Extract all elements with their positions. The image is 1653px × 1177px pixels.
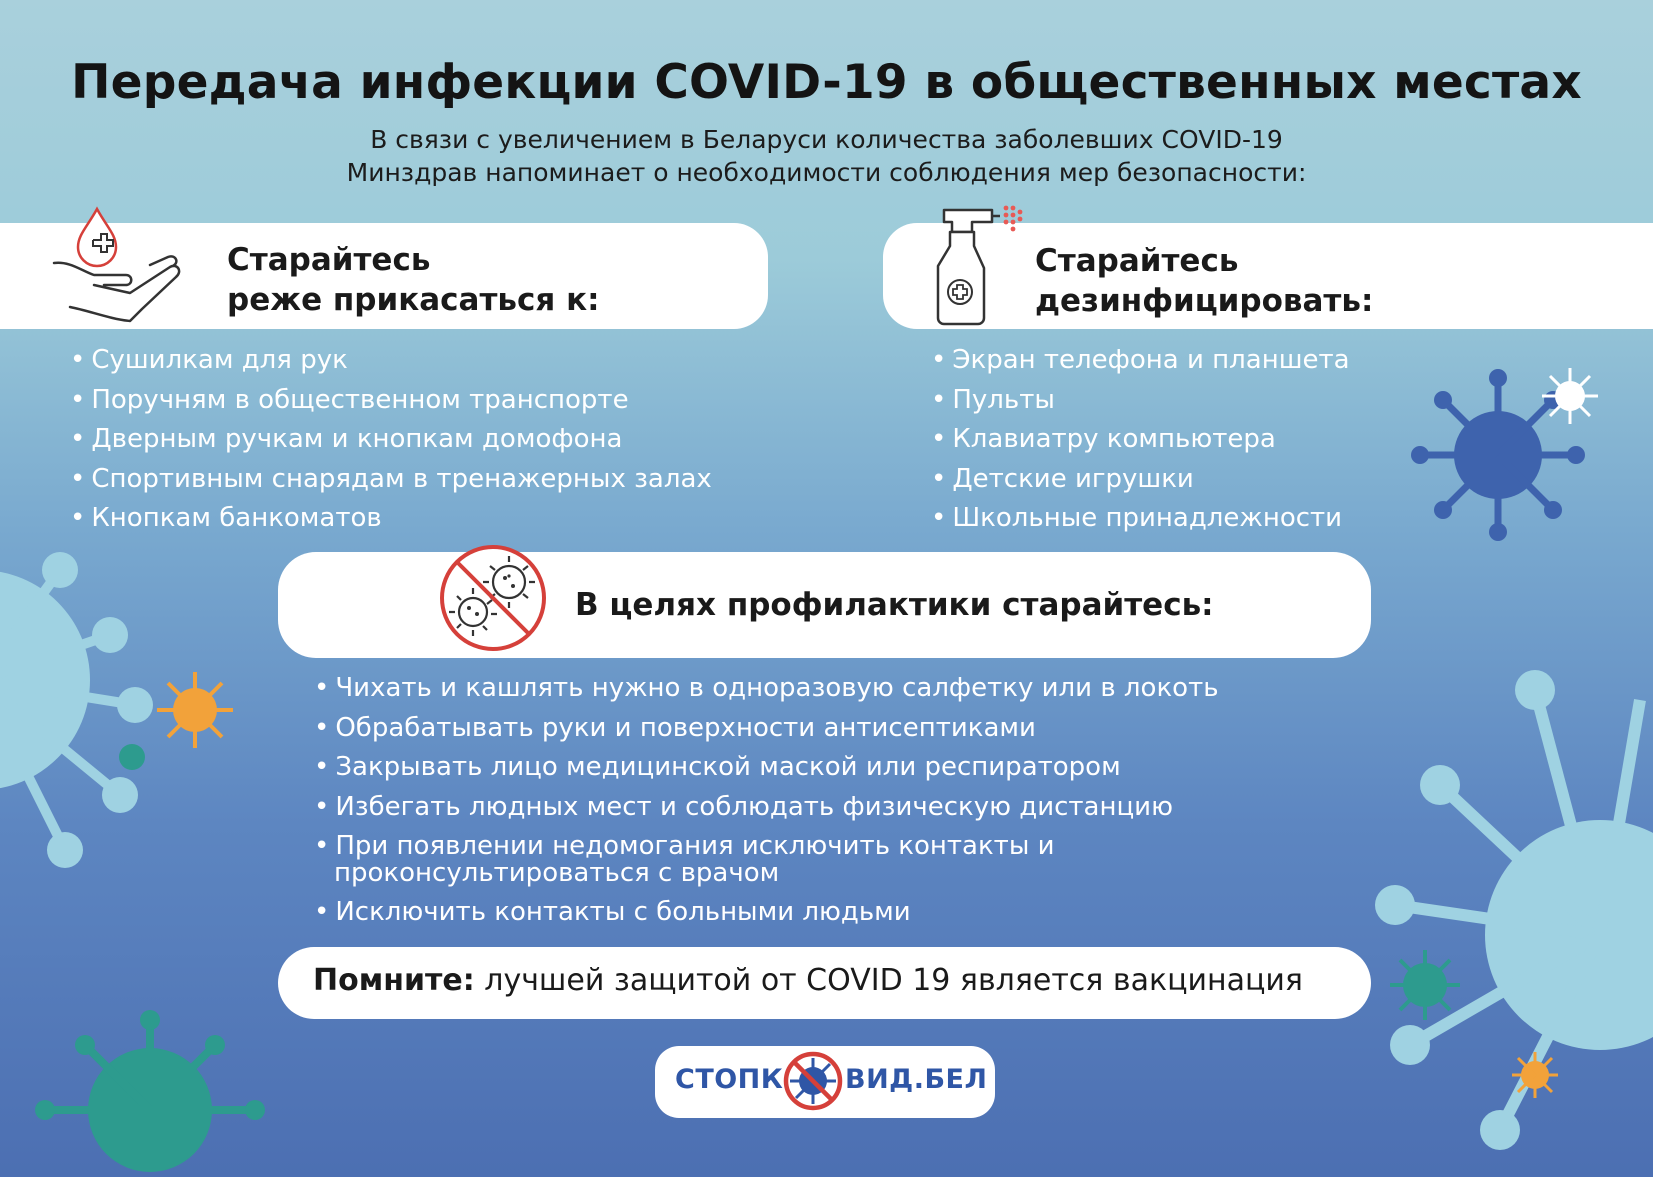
list-item: • Клавиатру компьютера (931, 420, 1350, 460)
list-item: • Чихать и кашлять нужно в одноразовую салфетку или в локоть (314, 669, 1219, 709)
disinfect-heading-line-2: дезинфицировать: (1035, 283, 1374, 319)
touch-less-heading (227, 240, 600, 320)
list-item: • Спортивным снарядам в тренажерных залах (70, 460, 712, 500)
virus-decoration-teal (35, 1010, 265, 1172)
crossed-virus-logo-icon (782, 1050, 844, 1112)
list-item: • Закрывать лицо медицинской маской или респиратором (314, 748, 1219, 788)
list-item: • При появлении недомогания исключить контакты и проконсультироваться с врачом (314, 827, 1114, 893)
touch-less-heading-line-2: реже прикасаться к: (227, 282, 600, 318)
reminder-message: лучшей защитой от COVID 19 является вакцинация (484, 963, 1303, 998)
virus-decoration-left (0, 552, 153, 868)
list-item: • Обрабатывать руки и поверхности антисептиками (314, 709, 1219, 749)
touch-less-heading-line-1: Старайтесь (227, 242, 431, 278)
subtitle-line-2: Минздрав напоминает о необходимости соблюдения мер безопасности: (346, 158, 1307, 187)
disinfect-list (931, 341, 1350, 539)
logo-text-right: ВИД.БЕЛ (845, 1064, 988, 1095)
disinfect-heading (1035, 241, 1373, 321)
list-item: • Детские игрушки (931, 460, 1350, 500)
list-item: • Экран телефона и планшета (931, 341, 1350, 381)
subtitle-line-1: В связи с увеличением в Беларуси количества заболевших COVID-19 (370, 125, 1283, 154)
touch-less-list (70, 341, 712, 539)
list-item: • Пульты (931, 381, 1350, 421)
virus-decoration-right (1375, 670, 1653, 1150)
list-item: • Избегать людных мест и соблюдать физическую дистанцию (314, 788, 1219, 828)
disinfect-heading-line-1: Старайтесь (1035, 243, 1239, 279)
spray-bottle-icon (920, 200, 1030, 330)
list-item: • Кнопкам банкоматов (70, 499, 712, 539)
prevention-heading: В целях профилактики старайтесь: (575, 587, 1214, 623)
list-item: • Исключить контакты с больными людьми (314, 893, 1219, 933)
no-virus-icon (437, 542, 549, 654)
page-title: Передача инфекции COVID-19 в общественных местах (71, 55, 1582, 110)
virus-decoration-orange (157, 672, 233, 748)
logo-text-left: СТОПК (675, 1064, 784, 1095)
prevention-list (314, 669, 1219, 933)
hand-drop-icon (50, 205, 185, 330)
virus-decoration-white (1542, 368, 1598, 424)
reminder-label: Помните: (313, 963, 475, 998)
list-item: • Сушилкам для рук (70, 341, 712, 381)
list-item: • Дверным ручкам и кнопкам домофона (70, 420, 712, 460)
list-item: • Поручням в общественном транспорте (70, 381, 712, 421)
reminder-text (313, 963, 1303, 998)
list-item: • Школьные принадлежности (931, 499, 1350, 539)
